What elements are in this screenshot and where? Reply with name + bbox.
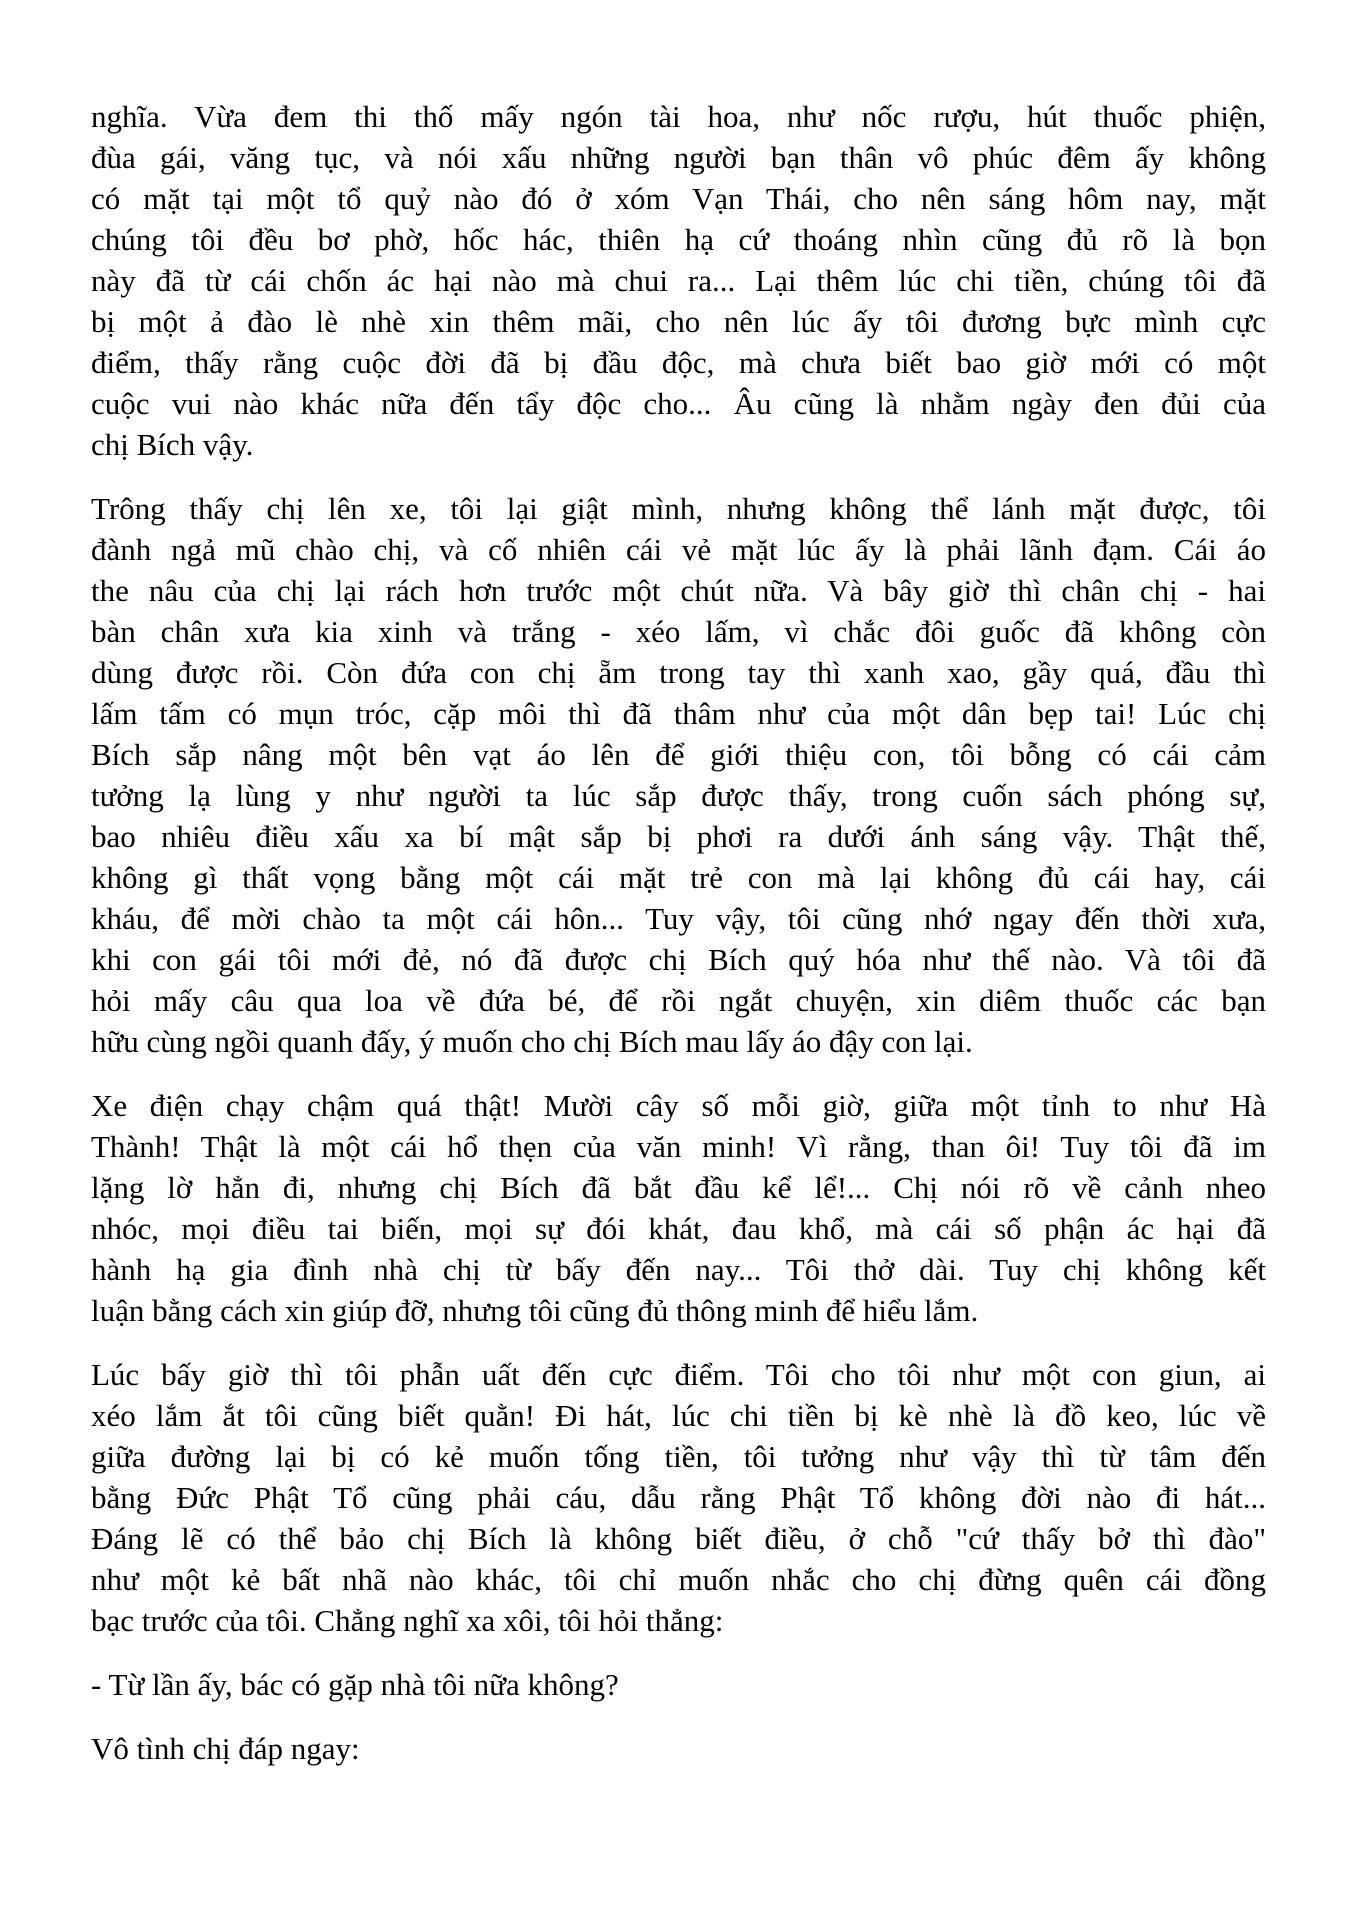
text-line: xéo lắm ắt tôi cũng biết quằn! Đi hát, lúc chi tiền bị kè nhè là đồ keo, lúc về <box>91 1398 1266 1433</box>
text-line: như một kẻ bất nhã nào khác, tôi chỉ muốn nhắc cho chị đừng quên cái đồng <box>91 1562 1266 1597</box>
text-line: đùa gái, văng tục, và nói xấu những người bạn thân vô phúc đêm ấy không <box>91 140 1266 175</box>
text-line: nghĩa. Vừa đem thi thố mấy ngón tài hoa, như nốc rượu, hút thuốc phiện, <box>91 99 1266 134</box>
text-line: bao nhiêu điều xấu xa bí mật sắp bị phơi ra dưới ánh sáng vậy. Thật thế, <box>91 819 1266 854</box>
text-line: luận bằng cách xin giúp đỡ, nhưng tôi cũng đủ thông minh để hiểu lắm. <box>91 1293 979 1328</box>
paragraph <box>91 96 1266 465</box>
text-line: Đáng lẽ có thể bảo chị Bích là không biết điều, ở chỗ "cứ thấy bở thì đào" <box>91 1521 1266 1556</box>
text-line: lấm tấm có mụn tróc, cặp môi thì đã thâm như của một dân bẹp tai! Lúc chị <box>91 696 1266 731</box>
text-line: hỏi mấy câu qua loa về đứa bé, để rồi ngắt chuyện, xin diêm thuốc các bạn <box>91 983 1266 1018</box>
paragraph <box>91 1085 1266 1331</box>
text-line: Bích sắp nâng một bên vạt áo lên để giới thiệu con, tôi bỗng có cái cảm <box>91 737 1266 772</box>
text-line: hành hạ gia đình nhà chị từ bấy đến nay... Tôi thở dài. Tuy chị không kết <box>91 1252 1266 1287</box>
text-line: khi con gái tôi mới đẻ, nó đã được chị Bích quý hóa như thế nào. Và tôi đã <box>91 942 1266 977</box>
text-line: không gì thất vọng bằng một cái mặt trẻ con mà lại không đủ cái hay, cái <box>91 860 1266 895</box>
text-line: có mặt tại một tổ quỷ nào đó ở xóm Vạn Thái, cho nên sáng hôm nay, mặt <box>91 181 1266 216</box>
paragraph <box>91 1664 1266 1705</box>
text-line: kháu, để mời chào ta một cái hôn... Tuy vậy, tôi cũng nhớ ngay đến thời xưa, <box>91 901 1266 936</box>
text-line: bằng Đức Phật Tổ cũng phải cáu, dẫu rằng Phật Tổ không đời nào đi hát... <box>91 1480 1266 1515</box>
text-line: Vô tình chị đáp ngay: <box>91 1731 360 1766</box>
text-line: này đã từ cái chốn ác hại nào mà chui ra... Lại thêm lúc chi tiền, chúng tôi đã <box>91 263 1266 298</box>
text-line: bị một ả đào lè nhè xin thêm mãi, cho nên lúc ấy tôi đương bực mình cực <box>91 304 1266 339</box>
text-line: lặng lờ hẳn đi, nhưng chị Bích đã bắt đầu kể lể!... Chị nói rõ về cảnh nheo <box>91 1170 1266 1205</box>
text-line: Thành! Thật là một cái hổ thẹn của văn minh! Vì rằng, than ôi! Tuy tôi đã im <box>91 1129 1266 1164</box>
text-line: tưởng lạ lùng y như người ta lúc sắp được thấy, trong cuốn sách phóng sự, <box>91 778 1266 813</box>
text-line: - Từ lần ấy, bác có gặp nhà tôi nữa không? <box>91 1667 619 1702</box>
paragraph <box>91 1728 1266 1769</box>
text-line: cuộc vui nào khác nữa đến tẩy độc cho... Âu cũng là nhằm ngày đen đủi của <box>91 386 1266 421</box>
text-line: bàn chân xưa kia xinh và trắng - xéo lấm, vì chắc đôi guốc đã không còn <box>91 614 1266 649</box>
text-line: nhóc, mọi điều tai biến, mọi sự đói khát, đau khổ, mà cái số phận ác hại đã <box>91 1211 1266 1246</box>
paragraph <box>91 488 1266 1062</box>
text-line: hữu cùng ngồi quanh đấy, ý muốn cho chị Bích mau lấy áo đậy con lại. <box>91 1024 973 1059</box>
paragraph <box>91 1354 1266 1641</box>
text-line: Xe điện chạy chậm quá thật! Mười cây số mỗi giờ, giữa một tỉnh to như Hà <box>91 1088 1266 1123</box>
text-line: Lúc bấy giờ thì tôi phẫn uất đến cực điểm. Tôi cho tôi như một con giun, ai <box>91 1357 1266 1392</box>
document-body <box>91 96 1266 1769</box>
text-line: điểm, thấy rằng cuộc đời đã bị đầu độc, mà chưa biết bao giờ mới có một <box>91 345 1266 380</box>
text-line: đành ngả mũ chào chị, và cố nhiên cái vẻ mặt lúc ấy là phải lãnh đạm. Cái áo <box>91 532 1266 567</box>
text-line: giữa đường lại bị có kẻ muốn tống tiền, tôi tưởng như vậy thì từ tâm đến <box>91 1439 1266 1474</box>
text-line: the nâu của chị lại rách hơn trước một chút nữa. Và bây giờ thì chân chị - hai <box>91 573 1266 608</box>
text-line: dùng được rồi. Còn đứa con chị ẵm trong tay thì xanh xao, gầy quá, đầu thì <box>91 655 1266 690</box>
text-line: chúng tôi đều bơ phờ, hốc hác, thiên hạ cứ thoáng nhìn cũng đủ rõ là bọn <box>91 222 1266 257</box>
text-line: bạc trước của tôi. Chẳng nghĩ xa xôi, tôi hỏi thẳng: <box>91 1603 724 1638</box>
text-line: Trông thấy chị lên xe, tôi lại giật mình, nhưng không thể lánh mặt được, tôi <box>91 491 1266 526</box>
text-line: chị Bích vậy. <box>91 427 254 462</box>
